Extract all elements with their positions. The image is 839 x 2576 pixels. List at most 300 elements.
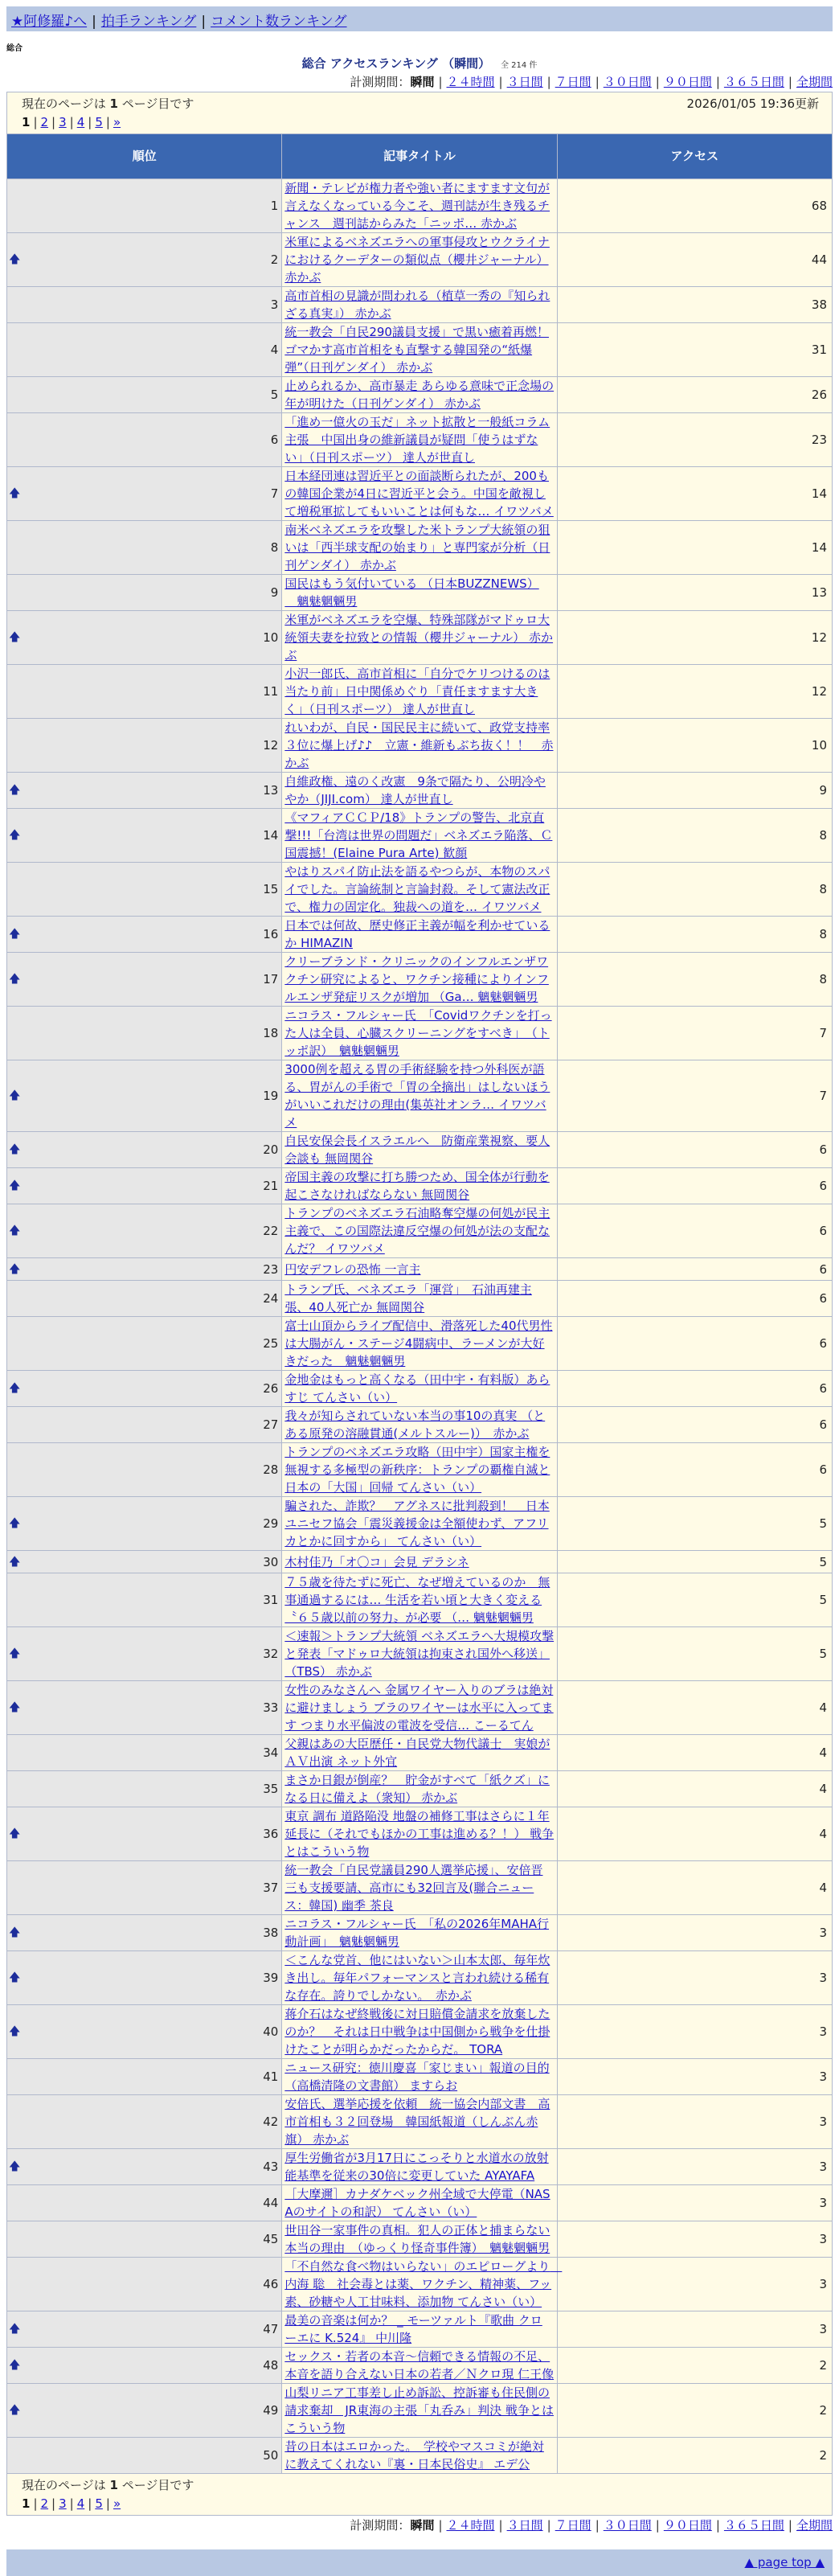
rank-up-arrow-icon: 🡅 (9, 1382, 21, 1395)
category-label: 総合 (6, 44, 23, 53)
title-cell (282, 413, 556, 466)
article-link[interactable]: ニュース研究：徳川慶喜「家じまい」報道の目的（高橋清隆の文書館） ますらお (284, 2061, 550, 2093)
table-row (7, 1551, 832, 1573)
article-link[interactable]: 女性のみなさんへ 金属ワイヤー入りのブラは絶対に避けましょう ブラのワイヤーは水平に入ってます つまり水平偏波の電波を受信… こーるてん (284, 1683, 554, 1733)
rank-up-arrow-icon: 🡅 (9, 631, 21, 644)
rank-cell (7, 1168, 281, 1204)
article-link[interactable]: 昔の日本はエロかった。 学校やマスコミが絶対に教えてくれない『裏・日本民俗史』 エデ公 (284, 2439, 544, 2471)
pager-page-2[interactable]: 2 (40, 2496, 49, 2511)
article-link[interactable]: ［大摩邇］カナダケベック州全域で大停電（NASAのサイトの和訳） てんさい（い） (284, 2187, 550, 2219)
access-count: 44 (558, 233, 832, 286)
article-link[interactable]: 木村佳乃「オ〇コ」会見 デラシネ (284, 1554, 469, 1569)
title-cell (282, 1443, 556, 1496)
rank-cell (7, 575, 281, 610)
table-row (7, 575, 832, 610)
title-cell (282, 809, 556, 862)
rank-cell (7, 917, 281, 952)
rank-number: 5 (270, 388, 279, 402)
rank-number: 27 (263, 1417, 279, 1432)
rank-cell (7, 323, 281, 376)
article-link[interactable]: トランプ氏、ベネズエラ「運営」 石油再建主張、40人死亡か 無岡関谷 (284, 1282, 532, 1315)
count-column-header: アクセス (558, 134, 832, 178)
article-link[interactable]: 日本経団連は習近平との面談断られたが、200もの韓国企業が4日に習近平と会う。中国を敵視して増税軍拡してもいいことは何もな… イワツバメ (284, 469, 554, 519)
title-cell (282, 665, 556, 718)
table-row (7, 1861, 832, 1914)
table-row (7, 1371, 832, 1406)
rank-number: 50 (263, 2448, 279, 2463)
period-option[interactable]: ９０日間 (663, 75, 712, 89)
pager-page-1: 1 (22, 115, 31, 129)
access-count: 14 (558, 521, 832, 574)
access-count: 68 (558, 179, 832, 232)
access-count: 3 (558, 2185, 832, 2221)
rank-number: 10 (263, 630, 279, 645)
rank-cell (7, 1627, 281, 1680)
rank-up-arrow-icon: 🡅 (9, 1143, 21, 1156)
rank-cell (7, 1735, 281, 1770)
article-link[interactable]: 3000例を超える胃の手術経験を持つ外科医が語る、胃がんの手術で「胃の全摘出」はしないほうがいいこれだけの理由(集英社オンラ… イワツバメ (284, 1062, 550, 1130)
article-link[interactable]: 統一教会「自民党議員290人選挙応援」、安倍晋三も支援要請、高市にも32回言及(聯合ニュース：韓国) 幽季 茶良 (284, 1863, 543, 1913)
rank-number: 4 (270, 343, 279, 357)
rank-cell (7, 287, 281, 322)
access-count: 3 (558, 2005, 832, 2058)
rank-up-arrow-icon: 🡅 (9, 487, 21, 500)
rank-number: 9 (270, 585, 279, 600)
title-cell (282, 2438, 556, 2473)
access-count: 13 (558, 575, 832, 610)
access-count: 3 (558, 2311, 832, 2347)
period-option[interactable]: ３日間 (506, 2518, 543, 2533)
title-cell (282, 377, 556, 412)
page-info-bottom (7, 2474, 832, 2515)
rank-number: 45 (263, 2232, 279, 2246)
access-count: 6 (558, 1371, 832, 1406)
rank-cell (7, 1407, 281, 1442)
article-link[interactable]: ＜こんな党首、他にはいない＞山本太郎、毎年炊き出し。毎年パフォーマンスと言われ続ける稀有な存在。誇りでしかない。 赤かぶ (284, 1953, 550, 2003)
rank-cell (7, 413, 281, 466)
access-count: 5 (558, 1573, 832, 1626)
access-count: 8 (558, 809, 832, 862)
rank-cell (7, 1807, 281, 1860)
rank-number: 40 (263, 2024, 279, 2039)
table-row (7, 179, 832, 232)
period-separator: | (438, 2518, 443, 2533)
title-cell (282, 179, 556, 232)
rank-number: 1 (270, 199, 279, 213)
article-link[interactable]: セックス・若者の本音〜信頼できる情報の不足、本音を語り合えない日本の若者／Ｎクロ現 仁王像 (284, 2349, 555, 2381)
title-cell (282, 2059, 556, 2094)
access-count: 6 (558, 1281, 832, 1316)
title-cell (282, 1007, 556, 1060)
period-option[interactable]: ９０日間 (663, 2518, 712, 2533)
pager-separator: | (51, 2496, 56, 2511)
access-count: 8 (558, 953, 832, 1006)
article-link[interactable]: 自民安保会長イスラエルへ 防衛産業視察、要人会談も 無岡関谷 (284, 1134, 550, 1166)
table-row (7, 413, 832, 466)
access-count: 2 (558, 2438, 832, 2473)
access-count: 7 (558, 1007, 832, 1060)
access-count: 6 (558, 1204, 832, 1257)
table-row (7, 1060, 832, 1131)
article-link[interactable]: 米軍によるベネズエラへの軍事侵攻とウクライナにおけるクーデターの類似点（櫻井ジャーナル） 赤かぶ (284, 235, 550, 285)
rank-cell (7, 611, 281, 664)
access-count: 3 (558, 2221, 832, 2257)
rank-number: 17 (263, 972, 279, 987)
article-link[interactable]: 米軍がベネズエラを空爆、特殊部隊がマドゥロ大統領夫妻を拉致との情報（櫻井ジャーナル） 赤かぶ (284, 613, 554, 662)
rank-number: 36 (263, 1827, 279, 1841)
title-cell (282, 233, 556, 286)
period-option[interactable]: ３６５日間 (723, 2518, 784, 2533)
pager-page-3[interactable]: 3 (59, 115, 67, 129)
rank-number: 42 (263, 2115, 279, 2129)
rank-up-arrow-icon: 🡅 (9, 928, 21, 941)
rank-cell (7, 863, 281, 916)
access-count: 4 (558, 1735, 832, 1770)
title-cell (282, 521, 556, 574)
article-link[interactable]: 新聞・テレビが権力者や強い者にますます文句が言えなくなっている今こそ、週刊誌が生き残るチャンス 週刊誌からみた「ニッポ… 赤かぶ (284, 181, 550, 231)
rank-number: 49 (263, 2403, 279, 2418)
period-option[interactable]: ３０日間 (603, 75, 652, 89)
applause-ranking-link[interactable]: 拍手ランキング (100, 14, 197, 30)
rank-cell (7, 1371, 281, 1406)
page-info-bottom-row (7, 2474, 832, 2515)
page-info-top (7, 92, 832, 133)
article-link[interactable]: ニコラス・フルシャー氏 「私の2026年MAHA行動計画」 魑魅魍魎男 (284, 1917, 550, 1949)
table-row (7, 377, 832, 412)
title-cell (282, 773, 556, 808)
title-cell (282, 2311, 556, 2347)
period-option[interactable]: ３６５日間 (723, 75, 784, 89)
pager-separator: | (105, 2496, 110, 2511)
access-count: 5 (558, 1497, 832, 1550)
rank-number: 20 (263, 1142, 279, 1157)
rank-up-arrow-icon: 🡅 (9, 784, 21, 797)
table-row (7, 1951, 832, 2004)
rank-up-arrow-icon: 🡅 (9, 253, 21, 266)
rank-number: 37 (263, 1881, 279, 1895)
article-link[interactable]: ＜速報＞トランプ大統領 ベネズエラへ大規模攻撃と発表「マドゥロ大統領は拘束され国外へ移送」（TBS） 赤かぶ (284, 1629, 555, 1679)
table-row (7, 2059, 832, 2094)
pager-page-4[interactable]: 4 (76, 2496, 85, 2511)
rank-number: 14 (263, 828, 279, 843)
pager-separator: | (88, 2496, 92, 2511)
access-count: 3 (558, 2258, 832, 2311)
rank-up-arrow-icon: 🡅 (9, 1089, 21, 1102)
rank-cell (7, 1497, 281, 1550)
title-cell (282, 1317, 556, 1370)
period-label: 計測期間： (350, 75, 411, 89)
access-count: 10 (558, 719, 832, 772)
article-link[interactable]: 止められるか、高市暴走 あらゆる意味で正念場の年が明けた（日刊ゲンダイ） 赤かぶ (284, 379, 555, 411)
article-link[interactable]: 富士山頂からライブ配信中、滑落死した40代男性は大腸がん・ステージ4闘病中、ラーメンが大好きだった 魑魅魍魎男 (284, 1319, 553, 1368)
rank-up-arrow-icon: 🡅 (9, 1262, 21, 1276)
article-link[interactable]: 「進め一億火の玉だ」ネット拡散と一般紙コラム主張 中国出身の維新議員が疑問「使うはずない」（日刊スポーツ） 達人が世直し (284, 415, 550, 465)
title-column-header: 記事タイトル (282, 134, 556, 178)
article-link[interactable]: まさか日銀が倒産？ 貯金がすべて「紙クズ」になる日に備えよ（衆知） 赤かぶ (284, 1773, 550, 1805)
ranking-table (6, 92, 833, 2516)
article-link[interactable]: やはりスパイ防止法を語るやつらが、本物のスパイでした。言論統制と言論封殺。そして憲法改正で、権力の固定化。独裁への道を… イワツバメ (284, 864, 550, 914)
period-selector-top (0, 72, 839, 92)
table-row (7, 1168, 832, 1204)
article-link[interactable]: 最美の音楽は何か？ _ モーツァルト『歌曲 クローエに K.524』 中川隆 (284, 2313, 542, 2345)
period-option[interactable]: ２４時間 (446, 75, 495, 89)
pager-separator: | (69, 115, 74, 129)
access-count: 5 (558, 1551, 832, 1573)
pager-next[interactable]: » (113, 115, 121, 129)
table-row (7, 1407, 832, 1442)
pager-page-2[interactable]: 2 (40, 115, 49, 129)
article-link[interactable]: 高市首相の見識が問われる（植草一秀の『知られざる真実』） 赤かぶ (284, 289, 550, 321)
table-row (7, 467, 832, 520)
rank-number: 47 (263, 2322, 279, 2336)
updated-timestamp: 2026/01/05 19:36更新 (686, 96, 819, 111)
access-count: 3 (558, 2095, 832, 2148)
rank-up-arrow-icon: 🡅 (9, 1555, 21, 1569)
rank-number: 2 (270, 252, 279, 267)
table-row (7, 2005, 832, 2058)
rank-cell (7, 719, 281, 772)
table-row (7, 917, 832, 952)
pager-page-5[interactable]: 5 (95, 2496, 103, 2511)
page-top-link[interactable]: ▲ page top ▲ (744, 2555, 825, 2570)
title-cell (282, 1168, 556, 1204)
rank-number: 48 (263, 2358, 279, 2373)
period-separator: | (546, 75, 551, 89)
rank-up-arrow-icon: 🡅 (9, 1971, 21, 1984)
title-cell (282, 1258, 556, 1280)
rank-cell (7, 1007, 281, 1060)
title-cell (282, 719, 556, 772)
article-link[interactable]: 《マフィアＣＣＰ/18》トランプの警告、北京直撃!!!「台湾は世界の問題だ」ベネズエラ陥落、Ｃ国震撼！(Elaine Pura Arte) 歓顔 (284, 810, 553, 860)
rank-up-arrow-icon: 🡅 (9, 2404, 21, 2417)
article-link[interactable]: 安倍氏、選挙応援を依頼 統一協会内部文書 高市首相も３２回登場 韓国紙報道（しんぶん赤旗） 赤かぶ (284, 2097, 550, 2147)
article-link[interactable]: 東京 調布 道路陥没 地盤の補修工事はさらに１年延長に（それでもほかの工事は進める？！） 戦争とはこういう物 (284, 1809, 555, 1859)
title-cell (282, 1915, 556, 1950)
table-row (7, 1807, 832, 1860)
table-row (7, 809, 832, 862)
rank-cell (7, 1132, 281, 1167)
table-row (7, 773, 832, 808)
period-option[interactable]: ２４時間 (446, 2518, 495, 2533)
article-link[interactable]: 蒋介石はなぜ終戦後に対日賠償金請求を放棄したのか？ それは日中戦争は中国側から戦争を仕掛けたことが明らかだったからだ。 TORA (284, 2007, 550, 2057)
current-page-text: 現在のページは 1 ページ目です (22, 96, 194, 111)
article-link[interactable]: ７５歳を待たずに死亡、なぜ増えているのか 無事通過するには… 生活を若い頃と大きく変える〝６５歳以前の努力〟が必要 （… 魑魅魍魎男 (284, 1575, 550, 1625)
period-option[interactable]: 全期間 (796, 2518, 833, 2533)
rank-cell (7, 1258, 281, 1280)
rank-up-arrow-icon: 🡅 (9, 829, 21, 842)
pager-page-5[interactable]: 5 (95, 115, 103, 129)
article-link[interactable]: 騙された、詐欺？ アグネスに批判殺到！ 日本ユニセフ協会「震災義援金は全額使わず、アフリカとかに回すから」 てんさい（い） (284, 1499, 550, 1548)
rank-number: 21 (263, 1179, 279, 1193)
rank-cell (7, 2185, 281, 2221)
access-count: 6 (558, 1168, 832, 1204)
home-link[interactable]: ★阿修羅♪へ (11, 14, 88, 30)
rank-cell (7, 773, 281, 808)
rank-up-arrow-icon: 🡅 (9, 2160, 21, 2173)
period-option[interactable]: ３日間 (506, 75, 543, 89)
article-link[interactable]: トランプのベネズエラ石油略奪空爆の何処が民主主義で、この国際法違反空爆の何処が法の支配なんだ？ イワツバメ (284, 1206, 550, 1256)
period-option[interactable]: ７日間 (555, 75, 591, 89)
period-separator: | (595, 2518, 600, 2533)
rank-number: 39 (263, 1971, 279, 1985)
table-row (7, 2185, 832, 2221)
rank-number: 33 (263, 1700, 279, 1715)
access-count: 6 (558, 1443, 832, 1496)
table-row (7, 2258, 832, 2311)
article-link[interactable]: 帝国主義の攻撃に打ち勝つため、国全体が行動を起こさなければならない 無岡関谷 (284, 1170, 550, 1202)
table-row (7, 2311, 832, 2347)
article-link[interactable]: 小沢一郎氏、高市首相に「自分でケリつけるのは当たり前」日中関係めぐり「責任ますます大きく」（日刊スポーツ） 達人が世直し (284, 667, 550, 716)
access-count: 8 (558, 917, 832, 952)
article-link[interactable]: 金地金はもっと高くなる（田中宇・有料版）あらすじ てんさい（い） (284, 1372, 550, 1405)
title-cell (282, 2221, 556, 2257)
article-link[interactable]: 我々が知らされていない本当の事10の真実 （とある原発の溶融貫通(メルトスルー)） 赤かぶ (284, 1409, 546, 1441)
table-row (7, 1317, 832, 1370)
title-cell (282, 2005, 556, 2058)
article-link[interactable]: 世田谷一家事件の真相。犯人の正体と捕まらない本当の理由 （ゆっくり怪奇事件簿） 魑魅魍魎男 (284, 2223, 550, 2255)
article-link[interactable]: 統一教会「自民290議員支援」で黒い癒着再燃！ゴマかす高市首相をも直撃する韓国発の“紙爆弾”（日刊ゲンダイ） 赤かぶ (284, 325, 549, 375)
rank-number: 18 (263, 1026, 279, 1040)
pager-page-1: 1 (22, 2496, 31, 2511)
table-row (7, 719, 832, 772)
rank-cell (7, 1204, 281, 1257)
table-row (7, 611, 832, 664)
access-count: 8 (558, 863, 832, 916)
access-count: 6 (558, 1258, 832, 1280)
rank-number: 31 (263, 1593, 279, 1607)
access-count: 14 (558, 467, 832, 520)
rank-up-arrow-icon: 🡅 (9, 1517, 21, 1530)
table-row (7, 665, 832, 718)
rank-cell (7, 1951, 281, 2004)
table-row (7, 287, 832, 322)
title-cell (282, 1807, 556, 1860)
pager-page-3[interactable]: 3 (59, 2496, 67, 2511)
article-link[interactable]: 山梨リニア工事差し止め訴訟、控訴審も住民側の請求棄却 JR東海の主張「丸呑み」判決 戦争とはこういう物 (284, 2385, 554, 2435)
rank-cell (7, 953, 281, 1006)
period-option[interactable]: 瞬間 (410, 2518, 435, 2533)
title-cell (282, 1735, 556, 1770)
access-count: 4 (558, 1771, 832, 1807)
period-label: 計測期間： (350, 2518, 411, 2533)
table-row (7, 521, 832, 574)
article-link[interactable]: 厚生労働省が3月17日にこっそりと水道水の放射能基準を従来の30倍に変更していた AYAYAFA (284, 2151, 549, 2183)
period-option[interactable]: 瞬間 (410, 75, 435, 89)
rank-cell (7, 1915, 281, 1950)
rank-up-arrow-icon: 🡅 (9, 1647, 21, 1660)
rank-number: 23 (263, 1261, 279, 1277)
table-row (7, 323, 832, 376)
rank-number: 43 (263, 2160, 279, 2174)
period-separator: | (498, 2518, 503, 2533)
table-row (7, 1497, 832, 1550)
rank-number: 30 (263, 1554, 279, 1569)
rank-up-arrow-icon: 🡅 (9, 973, 21, 986)
title-cell (282, 2348, 556, 2383)
table-row (7, 953, 832, 1006)
article-link[interactable]: 自維政権、遠のく改憲 9条で隔たり、公明冷ややか（JIJI.com） 達人が世直し (284, 774, 546, 806)
pager-separator: | (33, 115, 38, 129)
rank-cell (7, 809, 281, 862)
period-option[interactable]: 全期間 (796, 75, 833, 89)
rank-cell (7, 1551, 281, 1573)
pager-bottom (22, 2495, 819, 2513)
pager-separator: | (69, 2496, 74, 2511)
pager-separator: | (33, 2496, 38, 2511)
title-cell (282, 1060, 556, 1131)
rank-cell (7, 1681, 281, 1734)
page-title: 総合 アクセスランキング （瞬間） (301, 56, 491, 71)
access-count: 4 (558, 1861, 832, 1914)
title-cell (282, 1573, 556, 1626)
title-cell (282, 1681, 556, 1734)
access-count: 7 (558, 1060, 832, 1131)
article-link[interactable]: れいわが、自民・国民民主に続いて、政党支持率３位に爆上げ♪♪ 立憲・維新もぶち抜く！！ 赤かぶ (284, 720, 554, 770)
article-link[interactable]: クリーブランド・クリニックのインフルエンザワクチン研究によると、ワクチン接種によりインフルエンザ発症リスクが増加 （Ga… 魑魅魍魎男 (284, 954, 549, 1004)
title-cell (282, 2185, 556, 2221)
article-link[interactable]: 円安デフレの恐怖 一言主 (284, 1261, 421, 1277)
article-link[interactable]: 父親はあの大臣歴任・自民党大物代議士 実娘がＡＶ出演 ネット外宜 (284, 1737, 550, 1769)
rank-number: 29 (263, 1516, 279, 1531)
current-page-text-bottom: 現在のページは 1 ページ目です (22, 2478, 194, 2492)
period-separator: | (715, 75, 720, 89)
period-option[interactable]: ７日間 (555, 2518, 591, 2533)
title-cell (282, 1497, 556, 1550)
rank-cell (7, 233, 281, 286)
pager-next[interactable]: » (113, 2496, 121, 2511)
title-cell (282, 1281, 556, 1316)
period-option[interactable]: ３０日間 (603, 2518, 652, 2533)
rank-cell (7, 179, 281, 232)
title-cell (282, 1771, 556, 1807)
rank-cell (7, 2348, 281, 2383)
title-cell (282, 1371, 556, 1406)
rank-cell (7, 2258, 281, 2311)
top-nav-bar (6, 6, 833, 31)
table-row (7, 1281, 832, 1316)
period-separator: | (788, 2518, 792, 2533)
table-row (7, 2348, 832, 2383)
rank-number: 34 (263, 1745, 279, 1760)
period-separator: | (655, 2518, 660, 2533)
access-count: 4 (558, 1681, 832, 1734)
table-row (7, 2149, 832, 2184)
pager-separator: | (105, 115, 110, 129)
article-link[interactable]: トランプのベネズエラ攻略（田中宇）国家主権を無視する多極型の新秩序：トランプの覇権自滅と日本の「大国」回帰 てんさい（い） (284, 1445, 550, 1495)
ranking-heading (0, 55, 839, 72)
rank-cell (7, 1060, 281, 1131)
rank-cell (7, 2005, 281, 2058)
period-separator: | (595, 75, 600, 89)
article-link[interactable]: 南米ベネズエラを攻撃した米トランプ大統領の狙いは「西半球支配の始まり」と専門家が分析（日刊ゲンダイ） 赤かぶ (284, 523, 550, 572)
title-cell (282, 323, 556, 376)
article-link[interactable]: 日本では何故、歴史修正主義が幅を利かせているか HIMAZIN (284, 918, 550, 950)
comment-ranking-link[interactable]: コメント数ランキング (211, 14, 347, 30)
nav-separator: | (92, 14, 96, 30)
title-cell (282, 2095, 556, 2148)
article-link[interactable]: 「不自然な食べ物はいらない」のエピローグより 内海 聡 社会毒とは薬、ワクチン、精神薬、フッ素、砂糖や人工甘味料、添加物 てんさい（い） (284, 2259, 563, 2309)
rank-cell (7, 2095, 281, 2148)
title-cell (282, 1132, 556, 1167)
article-link[interactable]: 国民はもう気付いている （日本BUZZNEWS） 魑魅魍魎男 (284, 576, 539, 609)
rank-cell (7, 2059, 281, 2094)
table-row (7, 233, 832, 286)
rank-number: 7 (270, 486, 279, 501)
title-cell (282, 2384, 556, 2437)
pager-page-4[interactable]: 4 (76, 115, 85, 129)
article-link[interactable]: ニコラス・フルシャー氏 「Covidワクチンを打った人は全員、心臓スクリーニングをすべき」 （トッポ訳） 魑魅魍魎男 (284, 1008, 552, 1058)
rank-cell (7, 521, 281, 574)
